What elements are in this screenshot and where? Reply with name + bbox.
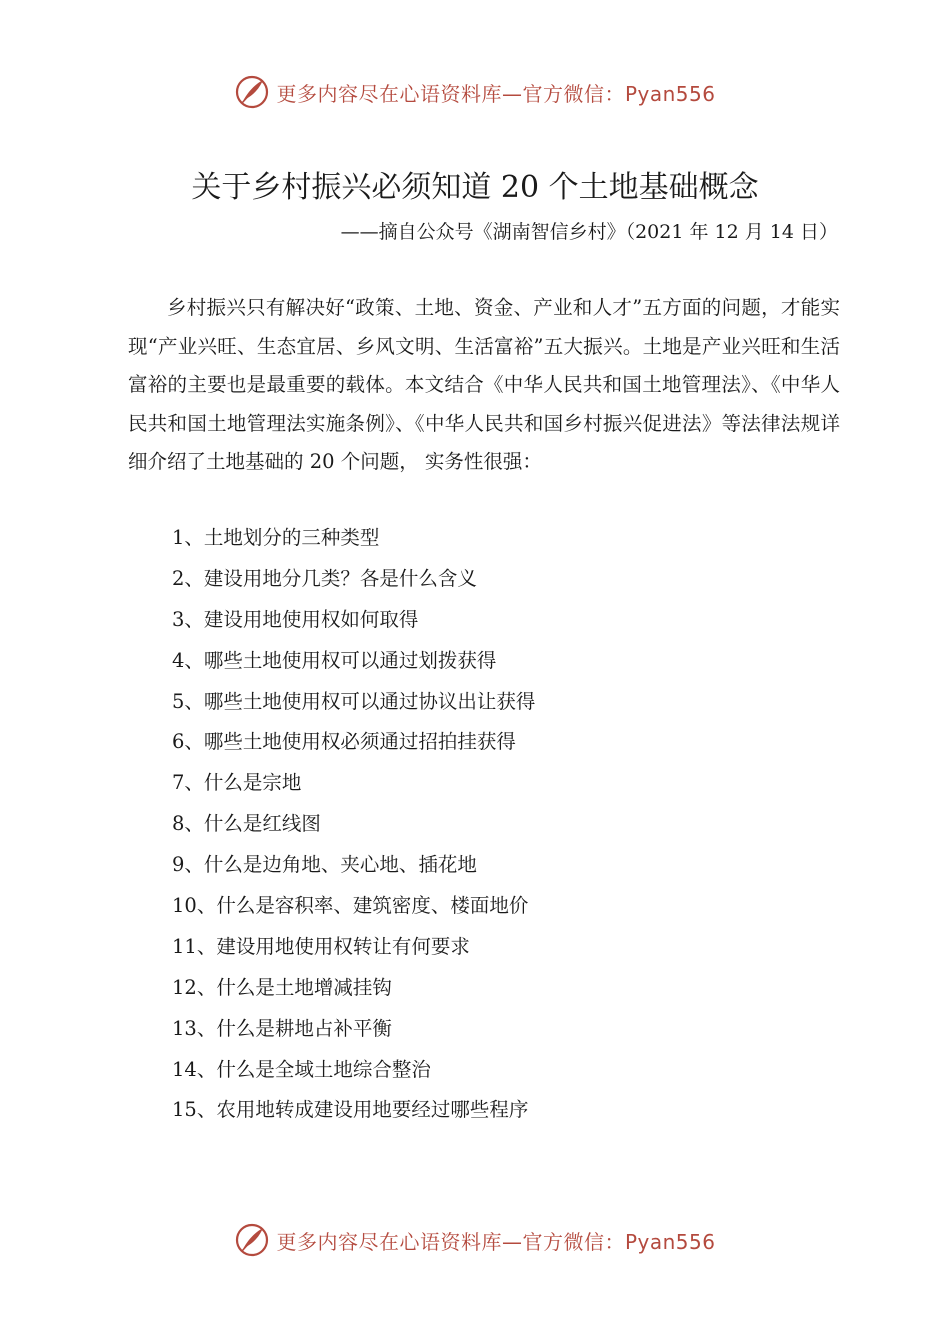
list-item: 5、哪些土地使用权可以通过协议出让获得 (172, 689, 536, 713)
list-item: 13、什么是耕地占补平衡 (172, 1016, 392, 1040)
list-item: 9、什么是边角地、夹心地、插花地 (172, 853, 477, 877)
list-item: 3、建设用地使用权如何取得 (172, 607, 419, 631)
feather-pen-logo-icon (234, 1222, 270, 1258)
list-item: 6、哪些土地使用权必须通过招拍挂获得 (172, 730, 516, 754)
list-item: 2、建设用地分几类？各是什么含义 (172, 566, 477, 590)
list-item: 15、农用地转成建设用地要经过哪些程序 (172, 1098, 529, 1122)
list-item: 14、什么是全域土地综合整治 (172, 1057, 431, 1081)
document-title: 关于乡村振兴必须知道 20 个土地基础概念 (191, 170, 759, 205)
list-item: 7、什么是宗地 (172, 771, 302, 795)
feather-pen-logo-icon (234, 74, 270, 110)
watermark-text: 更多内容尽在心语资料库—官方微信：Pyan556 (276, 1229, 716, 1254)
list-item: 12、什么是土地增减挂钩 (172, 975, 392, 999)
list-item: 8、什么是红线图 (172, 812, 321, 836)
list-item: 11、建设用地使用权转让有何要求 (172, 934, 470, 958)
intro-paragraph: 乡村振兴只有解决好“政策、土地、资金、产业和人才”五方面的问题，才能实现“产业兴旺、生态宜居、乡风文明、生活富裕”五大振兴。土地是产业兴旺和生活富裕的主要也是最重要的载体。本文结合《中华人民共和国土地管理法》、《中华人民共和国土地管理法实施条例》、《中华人民共和国乡村振兴促进法》等法律法规详细介绍了土地基础的 20 个问题， 实务性很强： (128, 296, 840, 474)
question-list (172, 518, 535, 1131)
header-watermark (0, 72, 950, 112)
list-item: 4、哪些土地使用权可以通过划拨获得 (172, 648, 497, 672)
footer-watermark (0, 1220, 950, 1260)
list-item: 10、什么是容积率、建筑密度、楼面地价 (172, 894, 529, 918)
document-subtitle: ——摘自公众号《湖南智信乡村》（2021 年 12 月 14 日） (340, 221, 838, 243)
watermark-text: 更多内容尽在心语资料库—官方微信：Pyan556 (276, 81, 716, 106)
list-item: 1、土地划分的三种类型 (172, 526, 380, 549)
